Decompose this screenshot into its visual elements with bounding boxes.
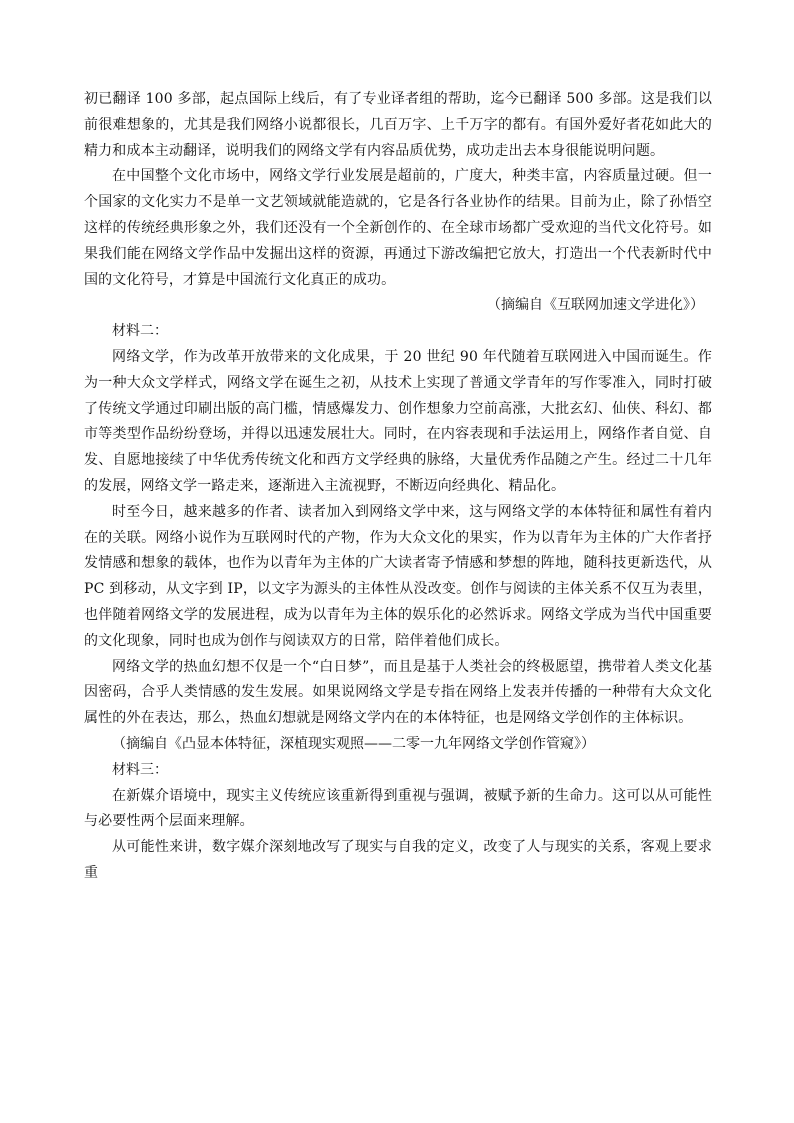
paragraph-network-literature-today: 时至今日，越来越多的作者、读者加入到网络文学中来，这与网络文学的本体特征和属性有着内在的关联。网络小说作为互联网时代的产物，作为大众文化的果实，作为以青年为主体的广大作者抒发情感和想象的载体，也作为以青年为主体的广大读者寄予情感和梦想的阵地，随科技更新迭代，从 PC 到移动，从文字到 IP，以文字为源头的主体性从没改变。创作与阅读的主体关系不仅互为表里，也伴随着网络文学的发展进程，成为以青年为主体的娱乐化的必然诉求。网络文学成为当代中国重要的文化现象，同时也成为创作与阅读双方的日常，陪伴着他们成长。 bbox=[84, 503, 712, 649]
paragraph-possibility: 从可能性来讲，数字媒介深刻地改写了现实与自我的定义，改变了人与现实的关系，客观上要求重 bbox=[84, 839, 712, 881]
document-page bbox=[84, 87, 712, 887]
material-two-heading: 材料二： bbox=[112, 323, 168, 340]
paragraph-hot-blooded-fantasy: 网络文学的热血幻想不仅是一个“白日梦”，而且是基于人类社会的终极愿望，携带着人类文化基因密码，合乎人类情感的发生发展。如果说网络文学是专指在网络上发表并传播的一种带有大众文化属性的外在表达，那么，热血幻想就是网络文学内在的本体特征，也是网络文学创作的主体标识。 bbox=[84, 658, 712, 727]
material-three-heading: 材料三： bbox=[112, 761, 168, 778]
paragraph-continuation: 初已翻译 100 多部，起点国际上线后，有了专业译者组的帮助，迄今已翻译 500 多部。这是我们以前很难想象的，尤其是我们网络小说都很长，几百万字、上千万字的都有。有国外爱好者花如此大的精力和成本主动翻译，说明我们的网络文学有内容品质优势，成功走出去本身很能说明问题。 bbox=[84, 91, 712, 159]
paragraph-culture-market: 在中国整个文化市场中，网络文学行业发展是超前的，广度大，种类丰富，内容质量过硬。但一个国家的文化实力不是单一文艺领域就能造就的，它是各行各业协作的结果。目前为止，除了孙悟空这样的传统经典形象之外，我们还没有一个全新创作的、在全球市场都广受欢迎的当代文化符号。如果我们能在网络文学作品中发掘出这样的资源，再通过下游改编把它放大，打造出一个代表新时代中国的文化符号，才算是中国流行文化真正的成功。 bbox=[84, 168, 712, 288]
paragraph-network-literature-origin: 网络文学，作为改革开放带来的文化成果，于 20 世纪 90 年代随着互联网进入中国而诞生。作为一种大众文学样式，网络文学在诞生之初，从技术上实现了普通文学青年的写作零准入，同时打破了传统文学通过印刷出版的高门槛，情感爆发力、创作想象力空前高涨，大批玄幻、仙侠、科幻、都市等类型作品纷纷登场，并得以迅速发展壮大。同时，在内容表现和手法运用上，网络作者自觉、自发、自愿地接续了中华优秀传统文化和西方文学经典的脉络，大量优秀作品随之产生。经过二十几年的发展，网络文学一路走来，逐渐进入主流视野，不断迈向经典化、精品化。 bbox=[84, 348, 712, 494]
source-citation-1: （摘编自《互联网加速文学进化》） bbox=[487, 297, 704, 314]
paragraph-new-media-realism: 在新媒介语境中，现实主义传统应该重新得到重视与强调，被赋予新的生命力。这可以从可能性与必要性两个层面来理解。 bbox=[84, 787, 712, 830]
source-citation-2: （摘编自《凸显本体特征，深植现实观照——二零一九年网络文学创作管窥》） bbox=[112, 735, 595, 752]
